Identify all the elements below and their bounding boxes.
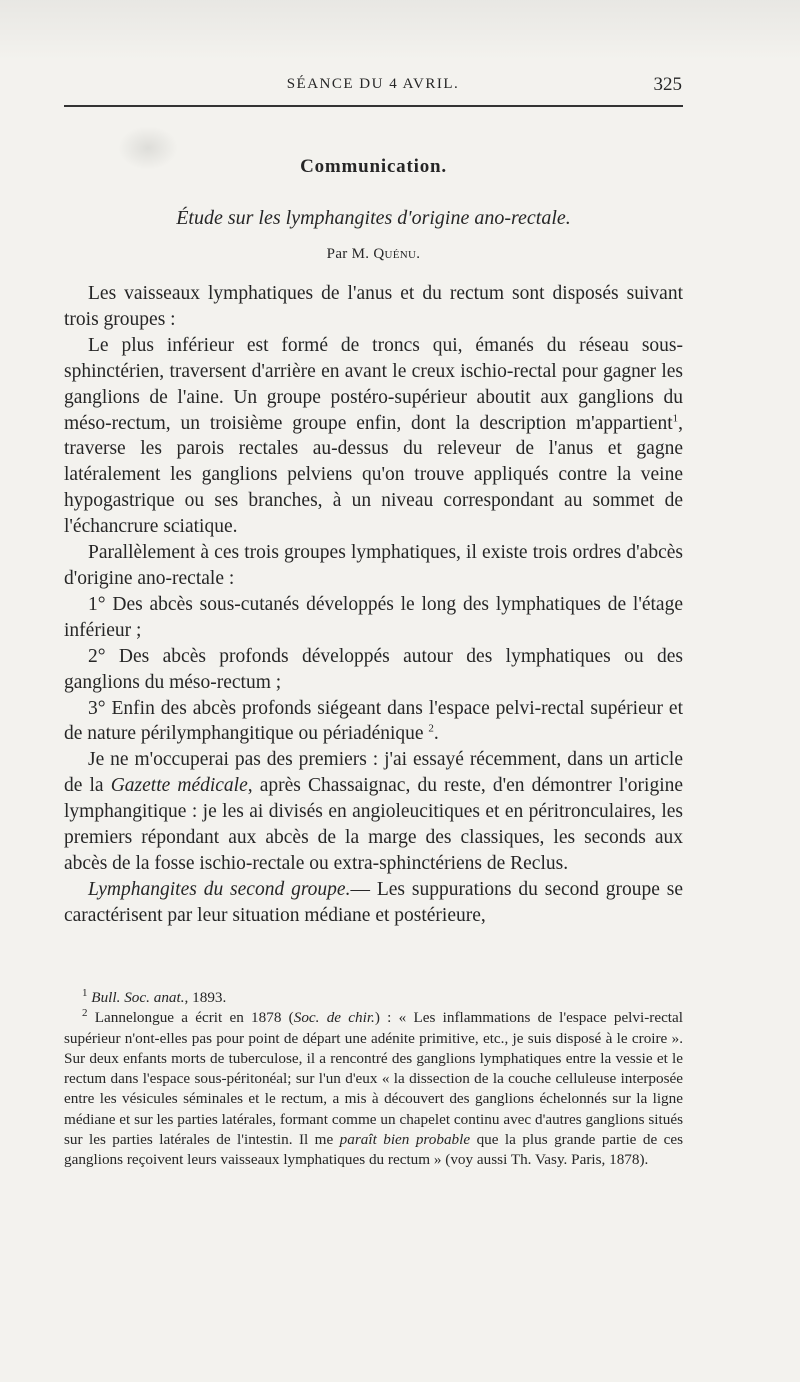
paper-discoloration — [0, 0, 800, 60]
list-item: 1° Des abcès sous-cutanés développés le long des lymphatiques de l'étage inférieur ; — [64, 593, 683, 641]
footnotes — [64, 988, 683, 1171]
paragraph: Je ne m'occuperai pas des premiers : j'ai essayé récemment, dans un article de la Gazette médicale, après Chassaignac, du reste, d'en démontrer l'origine lymphangitique : je les ai divisés en angioleucitiques et en péritronculaires, les premiers répondant aux abcès de la marge des classiques, les seconds aux abcès de la fosse ischio-rectale ou extra-sphinctériens de Reclus. — [64, 749, 684, 874]
footnote-ref: 1 — [672, 412, 679, 425]
footnote: $^2$ Lannelongue a écrit en 1878 (Soc. de chir.) : « Les inflammations de l'espace pelvi-rectal supérieur n'ont-elles pas pour point de départ une adénite primitive, etc., je suis disposé à le croire ». Sur deux enfants morts de tuberculose, il a rencontré des ganglions lymphatiques entre la vessie et le rectum dans l'espace sous-péritonéal; sur l'un d'eux « la dissection de la couche celluleuse interposée entre les vésicules séminales et le rectum, a mis à découvert des ganglions échelonnés sur la ligne médiane et sur les parties latérales, formant comme un chapelet continu avec d'autres ganglions situés sur les parties latérales de l'intestin. Il me paraît bien probable que la plus grande partie de ces ganglions reçoivent leurs vaisseaux lymphatiques du rectum » (voy aussi Th. Vasy. Paris, 1878). — [64, 1007, 684, 1169]
body-text — [64, 281, 683, 929]
paragraph: Les vaisseaux lymphatiques de l'anus et du rectum sont disposés suivant trois groupes : — [64, 283, 683, 330]
running-title: SÉANCE DU 4 AVRIL. — [286, 76, 460, 92]
paragraph: Le plus inférieur est formé de troncs qui, émanés du réseau sous-sphinctérien, traversent d'arrière en avant le creux ischio-rectal pour gagner les ganglions de l'aine. Un groupe postéro-supérieur aboutit aux ganglions du méso-rectum, un troisième groupe enfin, dont la description m'appartient$^1$, traverse les parois rectales au-dessus du releveur de l'anus et gagne latéralement les ganglions pelviens qu'on trouve appliqués contre la veine hypogastrique ou ses branches, à un niveau correspondant au sommet de l'échancrure sciatique. — [64, 334, 683, 538]
paragraph: Lymphangites du second groupe.— Les suppurations du second groupe se caractérisent par leur situation médiane et postérieure, — [64, 878, 684, 926]
footnote-ref: 2 — [428, 722, 434, 735]
header-rule — [64, 105, 683, 107]
paragraph: Parallèlement à ces trois groupes lymphatiques, il existe trois ordres d'abcès d'origine ano-rectale : — [64, 542, 683, 589]
byline — [64, 246, 683, 263]
footnote-marker: 2 — [82, 1007, 88, 1020]
subsection-title: Lymphangites du second groupe. — [88, 878, 351, 900]
list-item: 2° Des abcès profonds développés autour des lymphatiques ou des ganglions du méso-rectum ; — [64, 645, 683, 693]
footnote-marker: 1 — [82, 986, 88, 999]
section-heading: Communication. — [300, 156, 447, 177]
author-name: Quénu. — [373, 246, 421, 262]
journal-title: Gazette médicale — [110, 775, 248, 797]
running-head — [64, 74, 682, 100]
list-item: 3° Enfin des abcès profonds siégeant dans l'espace pelvi-rectal supérieur et de nature périlymphangitique ou périadénique $^2$. — [64, 697, 683, 745]
page-number: 325 — [653, 74, 682, 95]
byline-prefix: Par M. — [326, 246, 370, 262]
footnote: $^1$ Bull. Soc. anat., 1893. — [82, 986, 227, 1006]
article-title: Étude sur les lymphangites d'origine ano-rectale. — [176, 207, 571, 229]
